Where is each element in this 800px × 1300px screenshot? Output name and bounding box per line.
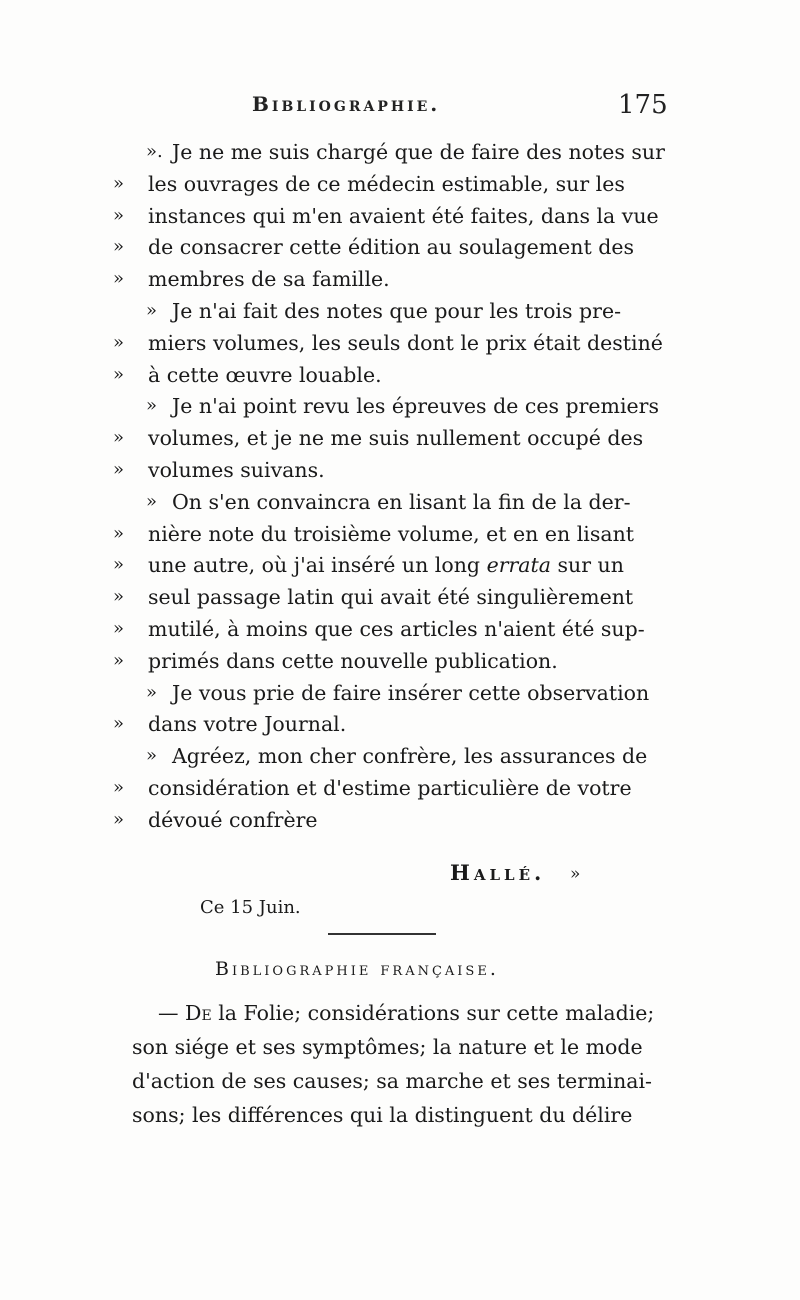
letter-line-text [148, 709, 346, 739]
entry-line [132, 1066, 652, 1097]
line-text: Je n'ai fait des notes que pour les trois pre- [172, 299, 621, 323]
quote-mark: » [113, 586, 125, 608]
line-text: seul passage latin qui avait été singulièrement [148, 585, 634, 610]
quote-mark: » [113, 618, 125, 639]
entry-line [132, 1100, 632, 1131]
quote-mark: » [113, 172, 125, 194]
letter-line-text [148, 614, 645, 644]
line-text: miers volumes, les seuls dont le prix était destiné [148, 330, 663, 355]
quote-mark: » [113, 459, 125, 480]
line-text: dans votre Journal. [148, 712, 347, 737]
line-text: membres de sa famille. [148, 267, 390, 292]
line-text: volumes, et je ne me suis nullement occupé des [148, 426, 644, 451]
entry-line [158, 998, 654, 1029]
letter-line-text [148, 232, 634, 262]
quote-mark: » [146, 395, 158, 417]
entry-text: la Folie; considérations sur cette maladie; [211, 1001, 655, 1025]
line-text: volumes suivans. [148, 458, 325, 482]
letter-line-text [148, 582, 633, 612]
section-divider [328, 933, 436, 935]
line-text: mutilé, à moins que ces articles n'aient été sup- [148, 617, 645, 641]
letter-line-text [148, 328, 663, 358]
line-text: considération et d'estime particulière de votre [148, 776, 632, 800]
quote-mark: » [146, 300, 158, 321]
letter-line-text [148, 360, 382, 390]
quote-mark: » [113, 554, 125, 576]
letter-line-text [148, 550, 624, 580]
line-text: une autre, où j'ai inséré un long [148, 553, 487, 578]
letter-line-text [148, 519, 634, 549]
letter-line-text [148, 423, 643, 453]
quote-mark: ». [146, 141, 163, 162]
line-text: primés dans cette nouvelle publication. [148, 648, 558, 673]
line-text: instances qui m'en avaient été faites, dans la vue [148, 203, 659, 228]
page-number: 175 [618, 90, 668, 120]
letter-line-text [148, 264, 390, 294]
letter-line-text [172, 391, 659, 421]
line-text: de consacrer cette édition au soulagement des [148, 235, 635, 260]
quote-mark: » [113, 713, 125, 735]
running-head: Bibliographie. [252, 92, 441, 116]
quote-mark: » [113, 522, 125, 544]
line-text: Je ne me suis chargé que de faire des notes sur [172, 140, 665, 164]
letter-line-text [172, 137, 665, 167]
letter-line-text [172, 678, 649, 708]
quote-mark: » [113, 268, 125, 290]
letter-line-text [148, 169, 625, 199]
line-text: Agréez, mon cher confrère, les assurances de [172, 744, 648, 769]
line-text: les ouvrages de ce médecin estimable, sur les [148, 171, 625, 196]
quote-mark: » [113, 649, 125, 671]
line-text: On s'en convaincra en lisant la fin de la der- [172, 489, 631, 514]
line-text: dévoué confrère [148, 807, 318, 832]
italic-word: errata [486, 553, 551, 578]
line-text: Je n'ai point revu les épreuves de ces premiers [172, 394, 659, 419]
quote-mark: » [146, 681, 158, 703]
letter-line-text [148, 646, 558, 676]
entry-text: son siége et ses symptômes; la nature et le mode [132, 1035, 643, 1059]
quote-mark: » [113, 777, 125, 798]
letter-line-text [172, 487, 631, 517]
letter-date: Ce 15 Juin. [200, 897, 301, 918]
signature-closing-quote: » [570, 864, 581, 884]
section-title: Bibliographie française. [215, 958, 499, 980]
letter-line-text [172, 741, 647, 771]
entry-lead: — De [158, 1001, 212, 1025]
quote-mark: » [113, 808, 125, 830]
line-text-after: sur un [550, 553, 624, 578]
quote-mark: » [113, 204, 125, 226]
letter-line-text [148, 773, 632, 803]
signature: Hallé. [450, 860, 546, 885]
quote-mark: » [113, 236, 125, 258]
entry-line [132, 1032, 643, 1063]
letter-line-text [148, 201, 659, 231]
letter-line-text [148, 805, 318, 835]
letter-line-text [172, 296, 621, 326]
letter-line-text [148, 455, 325, 485]
entry-text: d'action de ses causes; sa marche et ses terminai- [132, 1069, 652, 1093]
quote-mark: » [146, 490, 158, 512]
entry-text: sons; les différences qui la distinguent du délire [132, 1103, 633, 1127]
line-text: Je vous prie de faire insérer cette observation [172, 680, 650, 705]
line-text: à cette œuvre louable. [148, 362, 382, 387]
quote-mark: » [113, 427, 125, 449]
quote-mark: » [113, 363, 125, 385]
line-text: nière note du troisième volume, et en en lisant [148, 521, 635, 546]
quote-mark: » [113, 331, 125, 353]
quote-mark: » [146, 745, 158, 767]
